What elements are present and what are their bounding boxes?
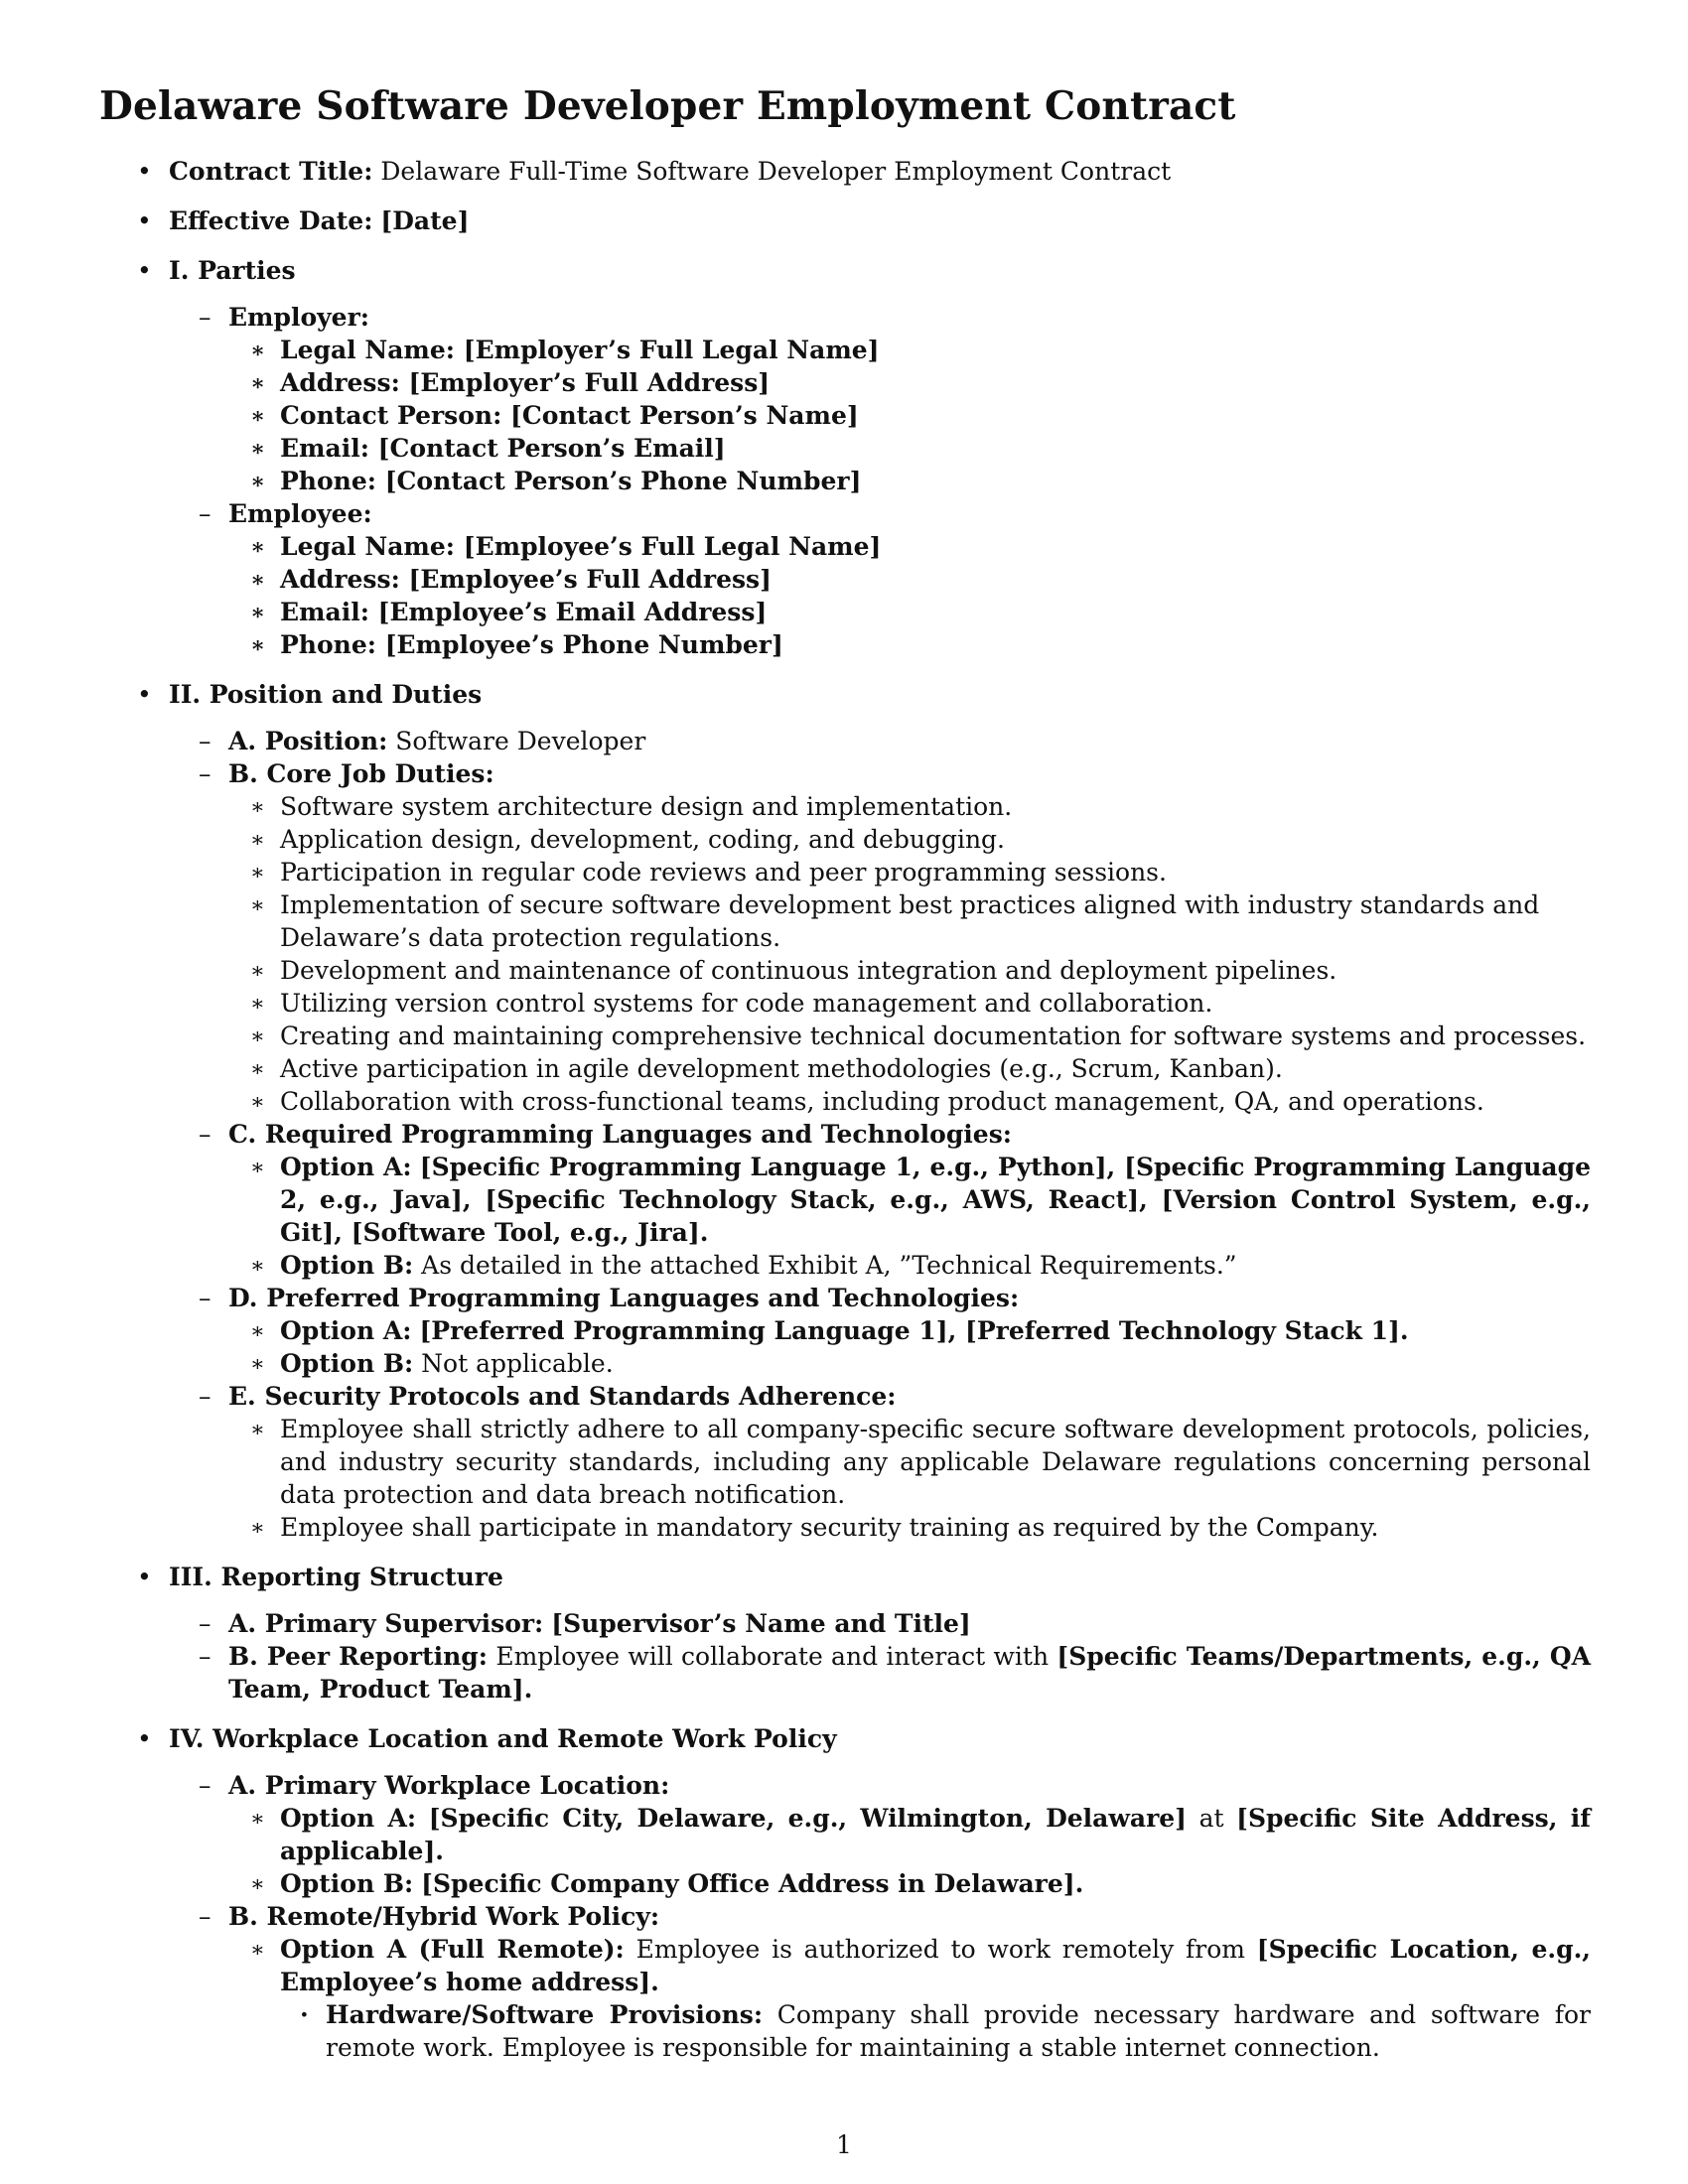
contract-outline	[99, 155, 1591, 2064]
list-item: ∗ Address: [Employer’s Full Address]	[228, 366, 1591, 399]
list-item: ∗ Collaboration with cross-functional teams, including product management, QA, and operations.	[228, 1085, 1591, 1118]
effective-date-label: Effective Date:	[169, 206, 373, 235]
list-item: ∗ Legal Name: [Employer’s Full Legal Name]	[228, 334, 1591, 366]
required-tech-block: – C. Required Programming Languages and Technologies: ∗ Option A: [Specific Programming Language 1, e.g., Python], [Specific Programming Language 2, e.g., Java], [Specific Technology Stack, e.g., AWS, React], [Version Control System, e.g., Git], [Software Tool, e.g., Jira]. ∗ Option B: As detailed in the attached Exhibit A, ”Technical Requirements.”	[169, 1118, 1591, 1282]
list-item: ∗ Option B: [Specific Company Office Address in Delaware].	[228, 1867, 1591, 1900]
document-page	[99, 83, 1591, 2081]
employee-block	[169, 497, 1591, 661]
list-item: ∗ Phone: [Employee’s Phone Number]	[228, 628, 1591, 661]
contract-title-label: Contract Title:	[169, 157, 373, 186]
list-item: ∗ Contact Person: [Contact Person’s Name]	[228, 399, 1591, 432]
document-title: Delaware Software Developer Employment Contract	[99, 83, 1236, 129]
contract-title-value: Delaware Full-Time Software Developer Employment Contract	[380, 157, 1172, 186]
list-item: ∗ Active participation in agile development methodologies (e.g., Scrum, Kanban).	[228, 1052, 1591, 1085]
list-item: ∗ Utilizing version control systems for code management and collaboration.	[228, 987, 1591, 1020]
page-number: 1	[836, 2130, 852, 2159]
list-item: ∗ Creating and maintaining comprehensive technical documentation for software systems and processes.	[228, 1020, 1591, 1052]
list-item: ∗ Option A: [Specific Programming Language 1, e.g., Python], [Specific Programming Language 2, e.g., Java], [Specific Technology Stack, e.g., AWS, React], [Version Control System, e.g., Git], [Software Tool, e.g., Jira].	[228, 1151, 1591, 1249]
list-item: ∗ Employee shall participate in mandatory security training as required by the Company.	[228, 1511, 1591, 1544]
list-item: ∗ Option A: [Specific City, Delaware, e.g., Wilmington, Delaware] at [Specific Site Address, if applicable].	[228, 1802, 1591, 1867]
contract-title-item	[99, 155, 1591, 188]
employer-label: Employer:	[228, 303, 369, 332]
security-block: – E. Security Protocols and Standards Adherence: ∗ Employee shall strictly adhere to all company-specific secure software development protocols, policies, and industry security standards, including any applicable Delaware regulations concerning personal data protection and data breach notification. ∗ Employee shall participate in mandatory security training as required by the Company.	[169, 1380, 1591, 1544]
effective-date-value: [Date]	[380, 206, 470, 235]
list-item: ∗ Participation in regular code reviews and peer programming sessions.	[228, 856, 1591, 888]
list-item: ∗ Employee shall strictly adhere to all company-specific secure software development protocols, policies, and industry security standards, including any applicable Delaware regulations concerning personal data protection and data breach notification.	[228, 1413, 1591, 1511]
list-item: ∗ Email: [Employee’s Email Address]	[228, 596, 1591, 628]
primary-supervisor-item: – A. Primary Supervisor: [Supervisor’s Name and Title]	[169, 1607, 1591, 1640]
list-item: ∗ Option A (Full Remote): Employee is authorized to work remotely from [Specific Location, e.g., Employee’s home address]. · Hardware/Software Provisions: Company shall provide necessary hardware and software for remote work. Employee is responsible for maintaining a stable internet connection.	[228, 1933, 1591, 2064]
core-duties-block: – B. Core Job Duties: ∗ Software system architecture design and implementation. ∗ Application design, development, coding, and debugging. ∗ Participation in regular code reviews and peer programming sessions. ∗ Implementation of secure software development best practices aligned with industry standards and Delaware’s data protection regulations. ∗ Development and maintenance of continuous integration and deployment pipelines. ∗ Utilizing version control systems for code management and collaboration. ∗ Creating and maintaining comprehensive technical documentation for software systems and processes. ∗ Active participation in agile development methodologies (e.g., Scrum, Kanban). ∗ Collaboration with cross-functional teams, including product management, QA, and operations.	[169, 757, 1591, 1118]
position-item: – A. Position: Software Developer	[169, 725, 1591, 757]
employee-label: Employee:	[228, 499, 372, 528]
list-item: ∗ Implementation of secure software development best practices aligned with industry standards and Delaware’s data protection regulations.	[228, 888, 1591, 954]
effective-date-item	[99, 205, 1591, 237]
primary-workplace-block: – A. Primary Workplace Location: ∗ Option A: [Specific City, Delaware, e.g., Wilmington, Delaware] at [Specific Site Address, if applicable]. ∗ Option B: [Specific Company Office Address in Delaware].	[169, 1769, 1591, 1900]
list-item: ∗ Software system architecture design and implementation.	[228, 790, 1591, 823]
section-heading: I. Parties	[169, 256, 296, 285]
section-parties	[99, 254, 1591, 661]
list-item: · Hardware/Software Provisions: Company shall provide necessary hardware and software for remote work. Employee is responsible for maintaining a stable internet connection.	[280, 1998, 1591, 2064]
preferred-tech-block: – D. Preferred Programming Languages and Technologies: ∗ Option A: [Preferred Programming Language 1], [Preferred Technology Stack 1]. ∗ Option B: Not applicable.	[169, 1282, 1591, 1380]
section-workplace	[99, 1722, 1591, 2064]
list-item: ∗ Address: [Employee’s Full Address]	[228, 563, 1591, 596]
section-heading: III. Reporting Structure	[169, 1563, 503, 1591]
peer-reporting-item: – B. Peer Reporting: Employee will collaborate and interact with [Specific Teams/Departments, e.g., QA Team, Product Team].	[169, 1640, 1591, 1706]
remote-policy-block: – B. Remote/Hybrid Work Policy: ∗ Option A (Full Remote): Employee is authorized to work remotely from [Specific Location, e.g., Employee’s home address]. · Hardware/Software Provisions: Company shall provide necessary hardware and software for remote work. Employee is responsible for maintaining a stable internet connection.	[169, 1900, 1591, 2064]
list-item: ∗ Phone: [Contact Person’s Phone Number]	[228, 465, 1591, 497]
list-item: ∗ Application design, development, coding, and debugging.	[228, 823, 1591, 856]
list-item: ∗ Email: [Contact Person’s Email]	[228, 432, 1591, 465]
list-item: ∗ Option B: Not applicable.	[228, 1347, 1591, 1380]
list-item: ∗ Development and maintenance of continuous integration and deployment pipelines.	[228, 954, 1591, 987]
section-reporting	[99, 1561, 1591, 1706]
list-item: ∗ Option B: As detailed in the attached Exhibit A, ”Technical Requirements.”	[228, 1249, 1591, 1282]
employer-block	[169, 301, 1591, 497]
list-item: ∗ Legal Name: [Employee’s Full Legal Name]	[228, 530, 1591, 563]
list-item: ∗ Option A: [Preferred Programming Language 1], [Preferred Technology Stack 1].	[228, 1314, 1591, 1347]
section-heading: II. Position and Duties	[169, 680, 483, 709]
section-heading: IV. Workplace Location and Remote Work Policy	[169, 1724, 837, 1753]
section-position	[99, 678, 1591, 1544]
